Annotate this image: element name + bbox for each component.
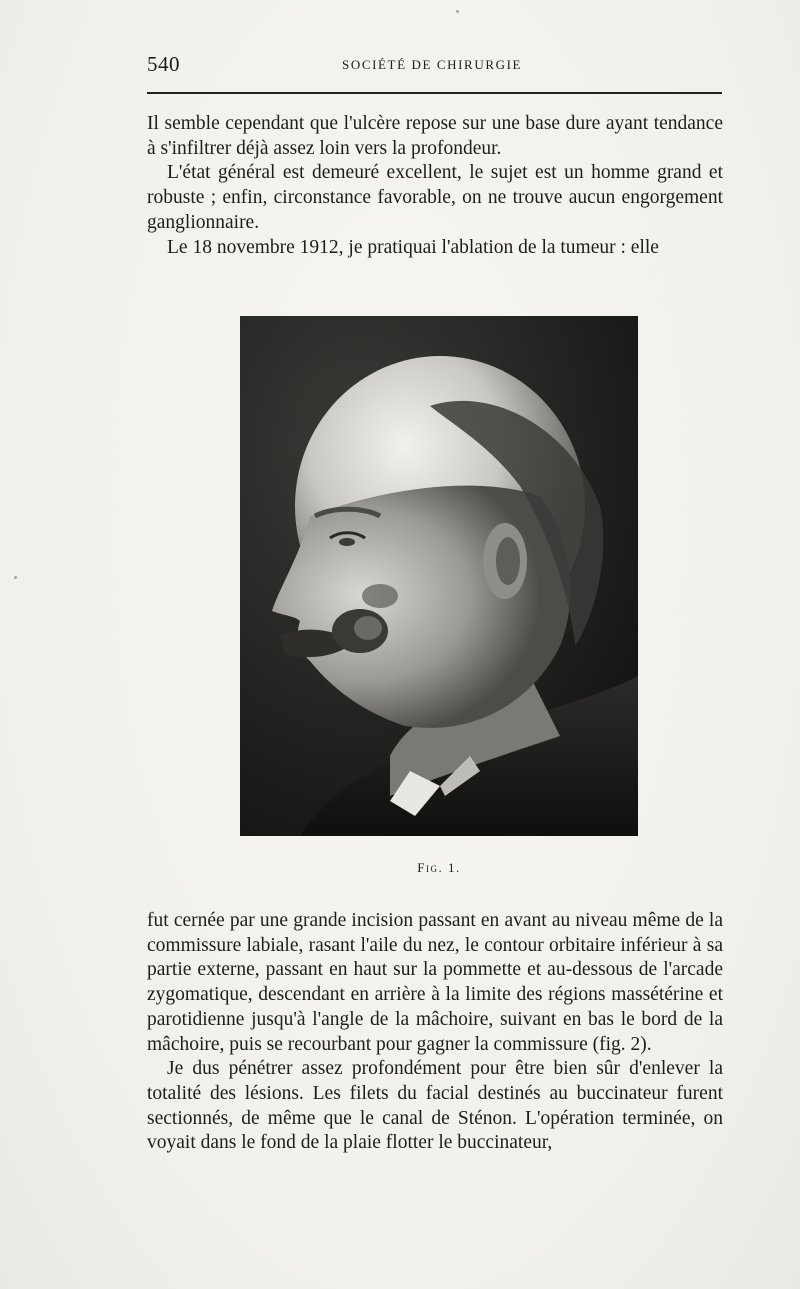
figure-caption: Fig. 1. (417, 860, 461, 875)
paragraph: Il semble cependant que l'ulcère repose sur une base dure ayant tendance à s'infiltrer déjà assez loin vers la profondeur. (147, 113, 723, 159)
header-rule (147, 92, 722, 94)
paragraph: fut cernée par une grande incision passant en avant au niveau même de la commissure labiale, rasant l'aile du nez, le contour orbitaire inférieur à sa partie externe, passant en haut sur la pommette et au-dessous de l'arcade zygomatique, descendant en arrière à la limite des régions massétérine et parotidienne jusqu'à l'angle de la mâchoire, suivant en bas le bord de la mâchoire, puis se recourbant pour gagner la commissure (fig. 2). (147, 910, 723, 1055)
patient-portrait-image (240, 316, 638, 836)
paper-speck (14, 576, 17, 579)
paragraph: L'état général est demeuré excellent, le sujet est un homme grand et robuste ; enfin, circonstance favorable, on ne trouve aucun engorgement ganglionnaire. (147, 162, 723, 233)
body-text-top (147, 112, 723, 260)
running-head (147, 52, 722, 82)
figure-photograph (240, 316, 638, 836)
page-number: 540 (147, 52, 180, 76)
paragraph: Le 18 novembre 1912, je pratiquai l'ablation de la tumeur : elle (167, 236, 659, 258)
body-text-bottom (147, 909, 723, 1156)
paragraph: Je dus pénétrer assez profondément pour être bien sûr d'enlever la totalité des lésions. Les filets du facial destinés au buccinateur furent sectionnés, de même que le canal de Sténon. L'opération terminée, on voyait dans le fond de la plaie flotter le buccinateur, (147, 1058, 723, 1154)
paper-speck (456, 10, 459, 13)
journal-title: SOCIÉTÉ DE CHIRURGIE (342, 57, 523, 72)
